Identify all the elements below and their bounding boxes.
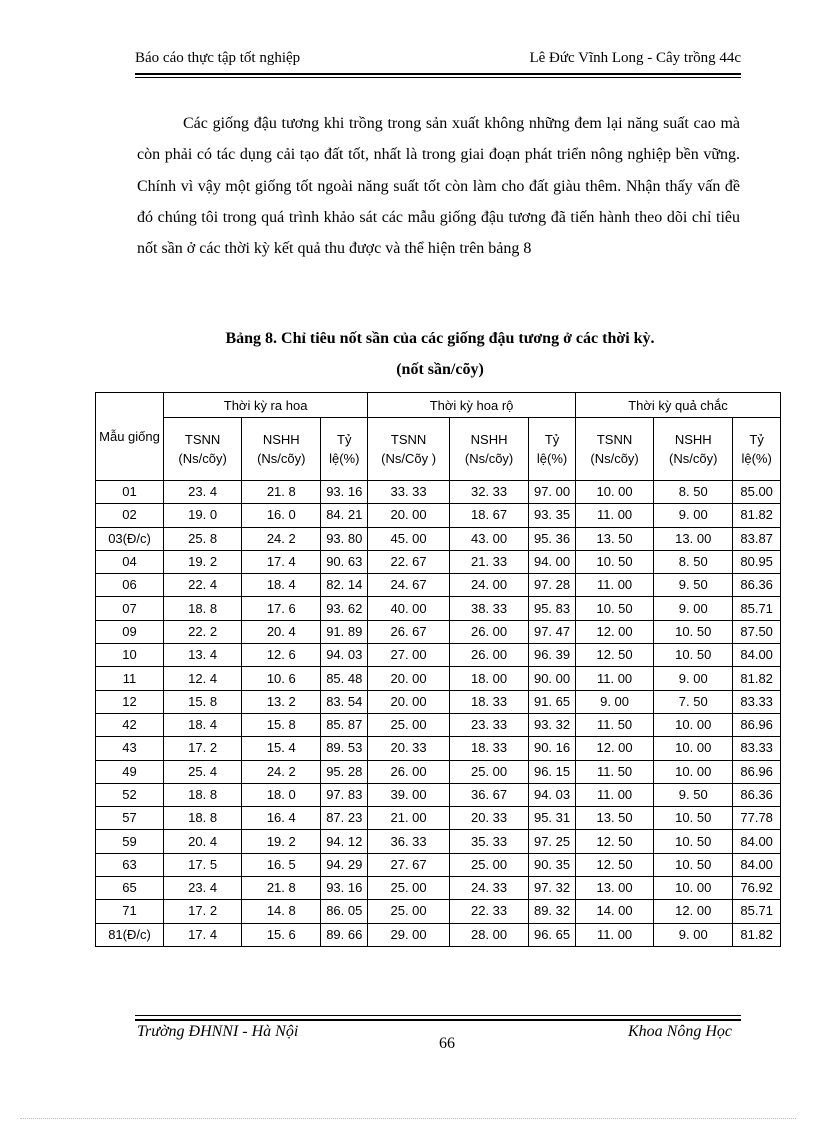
value-cell: 94. 03 — [529, 783, 576, 806]
value-cell: 18. 67 — [450, 504, 529, 527]
value-cell: 85. 48 — [321, 667, 368, 690]
value-cell: 87. 23 — [321, 807, 368, 830]
sample-id-cell: 03(Đ/c) — [96, 527, 164, 550]
value-cell: 94. 00 — [529, 550, 576, 573]
value-cell: 28. 00 — [450, 923, 529, 946]
value-cell: 13. 00 — [575, 877, 653, 900]
sample-id-cell: 43 — [96, 737, 164, 760]
value-cell: 10. 00 — [654, 713, 733, 736]
value-cell: 24. 2 — [242, 527, 321, 550]
sample-id-cell: 57 — [96, 807, 164, 830]
value-cell: 10. 50 — [654, 830, 733, 853]
value-cell: 9. 00 — [654, 923, 733, 946]
value-cell: 25. 00 — [368, 900, 450, 923]
value-cell: 40. 00 — [368, 597, 450, 620]
subheader-tsnn: TSNN (Ns/Cõy ) — [368, 418, 450, 481]
value-cell: 84. 21 — [321, 504, 368, 527]
value-cell: 95. 28 — [321, 760, 368, 783]
value-cell: 39. 00 — [368, 783, 450, 806]
value-cell: 20. 4 — [242, 620, 321, 643]
value-cell: 10. 50 — [654, 644, 733, 667]
value-cell: 18. 4 — [242, 574, 321, 597]
value-cell: 10. 00 — [654, 877, 733, 900]
value-cell: 29. 00 — [368, 923, 450, 946]
value-cell: 18. 33 — [450, 690, 529, 713]
value-cell: 94. 03 — [321, 644, 368, 667]
value-cell: 17. 5 — [164, 853, 242, 876]
value-cell: 97. 47 — [529, 620, 576, 643]
value-cell: 81.82 — [733, 667, 781, 690]
table-row — [96, 830, 781, 853]
value-cell: 89. 32 — [529, 900, 576, 923]
table-row — [96, 760, 781, 783]
value-cell: 11. 00 — [575, 783, 653, 806]
value-cell: 23. 4 — [164, 481, 242, 504]
value-cell: 93. 62 — [321, 597, 368, 620]
value-cell: 27. 00 — [368, 644, 450, 667]
sample-id-cell: 07 — [96, 597, 164, 620]
value-cell: 11. 50 — [575, 713, 653, 736]
value-cell: 91. 89 — [321, 620, 368, 643]
header-rule-thin — [135, 77, 741, 78]
value-cell: 97. 25 — [529, 830, 576, 853]
value-cell: 32. 33 — [450, 481, 529, 504]
table-row — [96, 574, 781, 597]
value-cell: 17. 4 — [242, 550, 321, 573]
value-cell: 36. 33 — [368, 830, 450, 853]
value-cell: 35. 33 — [450, 830, 529, 853]
value-cell: 94. 12 — [321, 830, 368, 853]
header-report-title: Báo cáo thực tập tốt nghiệp — [135, 50, 301, 66]
value-cell: 85. 87 — [321, 713, 368, 736]
value-cell: 97. 83 — [321, 783, 368, 806]
value-cell: 95. 83 — [529, 597, 576, 620]
value-cell: 86.96 — [733, 713, 781, 736]
value-cell: 21. 8 — [242, 877, 321, 900]
value-cell: 85.71 — [733, 597, 781, 620]
value-cell: 24. 2 — [242, 760, 321, 783]
value-cell: 93. 16 — [321, 877, 368, 900]
page-header — [135, 50, 741, 72]
table-row — [96, 690, 781, 713]
value-cell: 9. 00 — [575, 690, 653, 713]
table-row — [96, 504, 781, 527]
value-cell: 13. 2 — [242, 690, 321, 713]
sample-id-cell: 71 — [96, 900, 164, 923]
value-cell: 12. 50 — [575, 853, 653, 876]
value-cell: 10. 00 — [654, 737, 733, 760]
value-cell: 89. 53 — [321, 737, 368, 760]
table-unit: (nốt sần/cõy) — [396, 361, 484, 378]
value-cell: 22. 2 — [164, 620, 242, 643]
sample-id-cell: 81(Đ/c) — [96, 923, 164, 946]
value-cell: 9. 00 — [654, 667, 733, 690]
sample-id-cell: 49 — [96, 760, 164, 783]
value-cell: 77.78 — [733, 807, 781, 830]
header-rule — [135, 73, 741, 75]
value-cell: 96. 15 — [529, 760, 576, 783]
value-cell: 15. 4 — [242, 737, 321, 760]
value-cell: 93. 32 — [529, 713, 576, 736]
value-cell: 38. 33 — [450, 597, 529, 620]
sample-column-header: Mẫu giống — [96, 393, 164, 481]
value-cell: 12. 6 — [242, 644, 321, 667]
value-cell: 95. 31 — [529, 807, 576, 830]
value-cell: 25. 00 — [368, 713, 450, 736]
value-cell: 18. 4 — [164, 713, 242, 736]
value-cell: 13. 4 — [164, 644, 242, 667]
value-cell: 26. 00 — [450, 644, 529, 667]
value-cell: 16. 0 — [242, 504, 321, 527]
value-cell: 9. 50 — [654, 574, 733, 597]
sample-id-cell: 65 — [96, 877, 164, 900]
value-cell: 17. 2 — [164, 900, 242, 923]
value-cell: 18. 8 — [164, 783, 242, 806]
value-cell: 24. 33 — [450, 877, 529, 900]
sample-id-cell: 12 — [96, 690, 164, 713]
value-cell: 90. 16 — [529, 737, 576, 760]
value-cell: 19. 2 — [242, 830, 321, 853]
sample-id-cell: 42 — [96, 713, 164, 736]
value-cell: 20. 33 — [450, 807, 529, 830]
table-row — [96, 620, 781, 643]
value-cell: 97. 00 — [529, 481, 576, 504]
table-row — [96, 644, 781, 667]
value-cell: 17. 2 — [164, 737, 242, 760]
subheader-nshh: NSHH (Ns/cõy) — [242, 418, 321, 481]
value-cell: 86.36 — [733, 783, 781, 806]
value-cell: 18. 33 — [450, 737, 529, 760]
value-cell: 15. 6 — [242, 923, 321, 946]
table-row — [96, 783, 781, 806]
body-paragraph-text: Các giống đậu tương khi trồng trong sản xuất không những đem lại năng suất cao mà còn phải có tác dụng cải tạo đất tốt, nhất là trong giai đoạn phát triển nông nghiệp bền vững. Chính vì vậy một giống tốt ngoài năng suất tốt còn làm cho đất giàu thêm. Nhận thấy vấn đề đó chúng tôi trong quá trình khảo sát các mẫu giống đậu tương đã tiến hành theo dõi chỉ tiêu nốt sần ở các thời kỳ kết quả thu được và thể hiện trên bảng 8 — [137, 115, 740, 258]
body-paragraph — [137, 108, 740, 264]
value-cell: 84.00 — [733, 830, 781, 853]
value-cell: 15. 8 — [242, 713, 321, 736]
value-cell: 83.87 — [733, 527, 781, 550]
subheader-tsnn: TSNN (Ns/cõy) — [575, 418, 653, 481]
table-row — [96, 807, 781, 830]
value-cell: 12. 50 — [575, 644, 653, 667]
value-cell: 10. 50 — [575, 597, 653, 620]
value-cell: 12. 00 — [575, 620, 653, 643]
value-cell: 17. 6 — [242, 597, 321, 620]
value-cell: 84.00 — [733, 644, 781, 667]
value-cell: 20. 00 — [368, 504, 450, 527]
page-number: 66 — [439, 1035, 455, 1052]
subheader-nshh: NSHH (Ns/cõy) — [450, 418, 529, 481]
value-cell: 23. 33 — [450, 713, 529, 736]
value-cell: 86.36 — [733, 574, 781, 597]
value-cell: 21. 8 — [242, 481, 321, 504]
table-group-header-row — [96, 393, 781, 418]
page-bottom-edge — [20, 1118, 796, 1119]
value-cell: 14. 8 — [242, 900, 321, 923]
value-cell: 76.92 — [733, 877, 781, 900]
value-cell: 21. 33 — [450, 550, 529, 573]
table-caption: Bảng 8. Chỉ tiêu nốt sần của các giống đậu tương ở các thời kỳ. — [225, 330, 655, 347]
table-row — [96, 527, 781, 550]
value-cell: 23. 4 — [164, 877, 242, 900]
value-cell: 11. 00 — [575, 667, 653, 690]
value-cell: 12. 4 — [164, 667, 242, 690]
footer-rule-thin — [135, 1015, 741, 1016]
value-cell: 86.96 — [733, 760, 781, 783]
value-cell: 18. 00 — [450, 667, 529, 690]
value-cell: 26. 00 — [450, 620, 529, 643]
value-cell: 82. 14 — [321, 574, 368, 597]
value-cell: 19. 2 — [164, 550, 242, 573]
table-row — [96, 877, 781, 900]
sample-id-cell: 63 — [96, 853, 164, 876]
group-header-pod-filling: Thời kỳ quả chắc — [575, 393, 780, 418]
value-cell: 13. 00 — [654, 527, 733, 550]
sample-id-cell: 10 — [96, 644, 164, 667]
table-row — [96, 597, 781, 620]
value-cell: 83.33 — [733, 690, 781, 713]
group-header-full-bloom: Thời kỳ hoa rộ — [368, 393, 576, 418]
value-cell: 25. 00 — [368, 877, 450, 900]
value-cell: 93. 80 — [321, 527, 368, 550]
value-cell: 26. 67 — [368, 620, 450, 643]
table-row — [96, 713, 781, 736]
value-cell: 9. 50 — [654, 783, 733, 806]
table-row — [96, 900, 781, 923]
table-row — [96, 853, 781, 876]
table-row — [96, 481, 781, 504]
value-cell: 89. 66 — [321, 923, 368, 946]
value-cell: 85.00 — [733, 481, 781, 504]
subheader-ratio: Tỷ lệ(%) — [733, 418, 781, 481]
group-header-flowering: Thời kỳ ra hoa — [164, 393, 368, 418]
sample-id-cell: 01 — [96, 481, 164, 504]
value-cell: 36. 67 — [450, 783, 529, 806]
value-cell: 11. 00 — [575, 504, 653, 527]
value-cell: 33. 33 — [368, 481, 450, 504]
value-cell: 45. 00 — [368, 527, 450, 550]
value-cell: 20. 4 — [164, 830, 242, 853]
value-cell: 9. 00 — [654, 504, 733, 527]
value-cell: 12. 00 — [575, 737, 653, 760]
value-cell: 26. 00 — [368, 760, 450, 783]
value-cell: 81.82 — [733, 504, 781, 527]
value-cell: 96. 65 — [529, 923, 576, 946]
value-cell: 19. 0 — [164, 504, 242, 527]
sample-id-cell: 09 — [96, 620, 164, 643]
value-cell: 81.82 — [733, 923, 781, 946]
value-cell: 10. 50 — [654, 807, 733, 830]
value-cell: 7. 50 — [654, 690, 733, 713]
value-cell: 18. 8 — [164, 597, 242, 620]
value-cell: 10. 00 — [654, 760, 733, 783]
value-cell: 12. 50 — [575, 830, 653, 853]
value-cell: 96. 39 — [529, 644, 576, 667]
table-row — [96, 550, 781, 573]
footer-rule — [135, 1019, 741, 1021]
value-cell: 84.00 — [733, 853, 781, 876]
value-cell: 15. 8 — [164, 690, 242, 713]
value-cell: 24. 00 — [450, 574, 529, 597]
subheader-ratio: Tỷ lệ(%) — [529, 418, 576, 481]
value-cell: 10. 50 — [654, 620, 733, 643]
table-row — [96, 737, 781, 760]
value-cell: 14. 00 — [575, 900, 653, 923]
value-cell: 87.50 — [733, 620, 781, 643]
value-cell: 90. 63 — [321, 550, 368, 573]
value-cell: 20. 33 — [368, 737, 450, 760]
sample-id-cell: 52 — [96, 783, 164, 806]
value-cell: 85.71 — [733, 900, 781, 923]
value-cell: 11. 50 — [575, 760, 653, 783]
value-cell: 80.95 — [733, 550, 781, 573]
value-cell: 25. 00 — [450, 760, 529, 783]
value-cell: 9. 00 — [654, 597, 733, 620]
value-cell: 20. 00 — [368, 690, 450, 713]
value-cell: 27. 67 — [368, 853, 450, 876]
nodule-table — [95, 392, 781, 947]
value-cell: 10. 6 — [242, 667, 321, 690]
sample-id-cell: 59 — [96, 830, 164, 853]
value-cell: 83.33 — [733, 737, 781, 760]
sample-id-cell: 06 — [96, 574, 164, 597]
value-cell: 10. 50 — [575, 550, 653, 573]
subheader-ratio: Tỷ lệ(%) — [321, 418, 368, 481]
value-cell: 94. 29 — [321, 853, 368, 876]
value-cell: 43. 00 — [450, 527, 529, 550]
value-cell: 83. 54 — [321, 690, 368, 713]
table-body — [96, 481, 781, 947]
value-cell: 12. 00 — [654, 900, 733, 923]
sample-id-cell: 02 — [96, 504, 164, 527]
table-subheader-row — [96, 418, 781, 481]
value-cell: 86. 05 — [321, 900, 368, 923]
value-cell: 16. 5 — [242, 853, 321, 876]
value-cell: 13. 50 — [575, 527, 653, 550]
value-cell: 17. 4 — [164, 923, 242, 946]
table-row — [96, 667, 781, 690]
value-cell: 95. 36 — [529, 527, 576, 550]
value-cell: 13. 50 — [575, 807, 653, 830]
value-cell: 90. 35 — [529, 853, 576, 876]
sample-id-cell: 11 — [96, 667, 164, 690]
value-cell: 11. 00 — [575, 574, 653, 597]
subheader-nshh: NSHH (Ns/cõy) — [654, 418, 733, 481]
value-cell: 93. 16 — [321, 481, 368, 504]
value-cell: 8. 50 — [654, 481, 733, 504]
value-cell: 24. 67 — [368, 574, 450, 597]
value-cell: 22. 4 — [164, 574, 242, 597]
header-author: Lê Đức Vĩnh Long - Cây trồng 44c — [529, 50, 741, 66]
value-cell: 90. 00 — [529, 667, 576, 690]
value-cell: 25. 4 — [164, 760, 242, 783]
value-cell: 10. 50 — [654, 853, 733, 876]
sample-id-cell: 04 — [96, 550, 164, 573]
value-cell: 22. 67 — [368, 550, 450, 573]
value-cell: 18. 8 — [164, 807, 242, 830]
value-cell: 25. 8 — [164, 527, 242, 550]
value-cell: 97. 28 — [529, 574, 576, 597]
subheader-tsnn: TSNN (Ns/cõy) — [164, 418, 242, 481]
value-cell: 22. 33 — [450, 900, 529, 923]
value-cell: 20. 00 — [368, 667, 450, 690]
page-number-wrap — [0, 1035, 816, 1053]
value-cell: 8. 50 — [654, 550, 733, 573]
value-cell: 93. 35 — [529, 504, 576, 527]
value-cell: 97. 32 — [529, 877, 576, 900]
value-cell: 91. 65 — [529, 690, 576, 713]
value-cell: 10. 00 — [575, 481, 653, 504]
footer-university: Trường ĐHNNI - Hà Nội — [137, 1023, 299, 1040]
table-row — [96, 923, 781, 946]
value-cell: 16. 4 — [242, 807, 321, 830]
value-cell: 25. 00 — [450, 853, 529, 876]
value-cell: 21. 00 — [368, 807, 450, 830]
value-cell: 11. 00 — [575, 923, 653, 946]
value-cell: 18. 0 — [242, 783, 321, 806]
footer-faculty: Khoa Nông Học — [628, 1023, 732, 1040]
